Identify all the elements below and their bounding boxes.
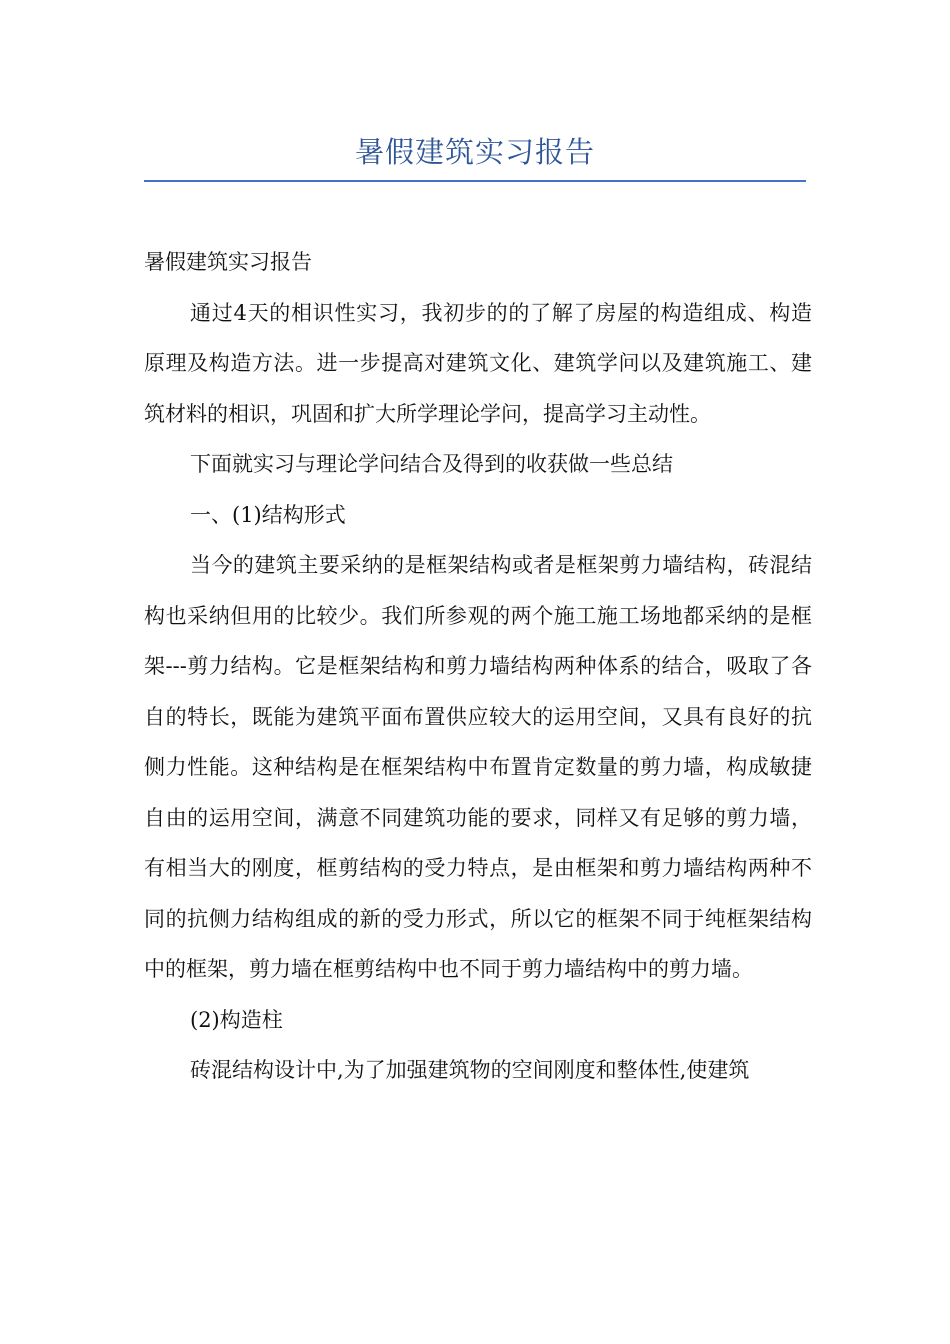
section-heading-structural-column: (2)构造柱 (190, 1007, 283, 1032)
section-heading-structure-form: 一、(1)结构形式 (190, 502, 346, 527)
body-heading: 暑假建筑实习报告 (144, 250, 312, 274)
paragraph-structural-column: 砖混结构设计中,为了加强建筑物的空间刚度和整体性,使建筑 (190, 1058, 750, 1082)
document-title: 暑假建筑实习报告 (354, 135, 595, 169)
title-underline (144, 180, 806, 182)
paragraph-summary-lead: 下面就实习与理论学问结合及得到的收获做一些总结 (190, 452, 673, 476)
paragraph-intro: 通过4天的相识性实习，我初步的的了解了房屋的构造组成、构造原理及构造方法。进一步提高对建筑文化、建筑学问以及建筑施工、建筑材料的相识，巩固和扩大所学理论学问，提高学习主动性。 (144, 300, 812, 426)
document-body (144, 237, 812, 1096)
paragraph-structure-form: 当今的建筑主要采纳的是框架结构或者是框架剪力墙结构，砖混结构也采纳但用的比较少。我们所参观的两个施工施工场地都采纳的是框架---剪力结构。它是框架结构和剪力墙结构两种体系的结合，吸取了各自的特长，既能为建筑平面布置供应较大的运用空间，又具有良好的抗侧力性能。这种结构是在框架结构中布置肯定数量的剪力墙，构成敏捷自由的运用空间，满意不同建筑功能的要求，同样又有足够的剪力墙，有相当大的刚度，框剪结构的受力特点，是由框架和剪力墙结构两种不同的抗侧力结构组成的新的受力形式，所以它的框架不同于纯框架结构中的框架，剪力墙在框剪结构中也不同于剪力墙结构中的剪力墙。 (144, 553, 812, 981)
